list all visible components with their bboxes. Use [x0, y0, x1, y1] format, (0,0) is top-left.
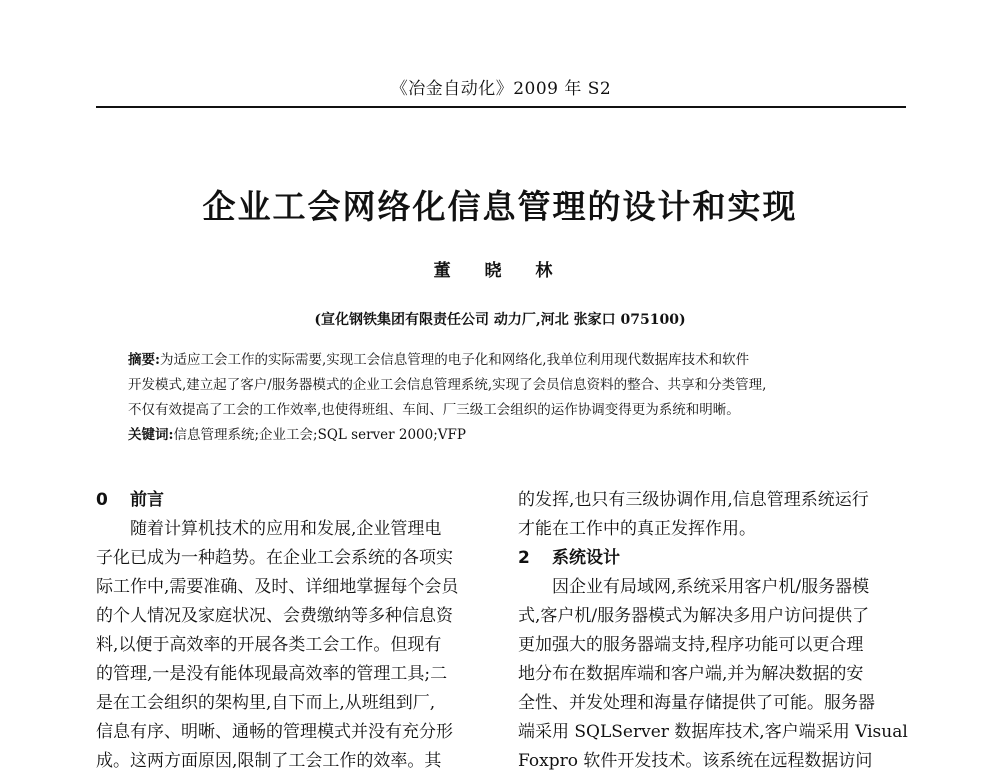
- abstract-line: 不仅有效提高了工会的工作效率,也使得班组、车间、厂三级工会组织的运作协调变得更为系统和明晰。: [128, 402, 740, 418]
- paper-title: 企业工会网络化信息管理的设计和实现: [202, 187, 798, 226]
- section-heading: [518, 544, 910, 573]
- section-number: 0: [96, 490, 108, 510]
- body-line: 子化已成为一种趋势。在企业工会系统的各项实: [96, 548, 453, 568]
- body-line: 际工作中,需要准确、及时、详细地掌握每个会员: [96, 577, 459, 597]
- affiliation: (宣化钢铁集团有限责任公司 动力厂,河北 张家口 075100): [314, 312, 686, 328]
- left-column: [96, 486, 488, 776]
- section-heading: [96, 486, 488, 515]
- keywords-line: [128, 423, 888, 448]
- abstract-line: 开发模式,建立起了客户/服务器模式的企业工会信息管理系统,实现了会员信息资料的整合、共享和分类管理,: [128, 377, 767, 393]
- body-line: 的管理,一是没有能体现最高效率的管理工具;二: [96, 664, 448, 684]
- section-number: 2: [518, 548, 530, 568]
- keywords-label: 关键词:: [128, 427, 174, 443]
- keywords-text: 信息管理系统;企业工会;SQL server 2000;VFP: [173, 427, 466, 443]
- body-line: 全性、并发处理和海量存储提供了可能。服务器: [518, 693, 875, 713]
- body-line: 的个人情况及家庭状况、会费缴纳等多种信息资: [96, 606, 453, 626]
- abstract-block: [128, 348, 888, 448]
- body-line: 端采用 SQLServer 数据库技术,客户端采用 Visual: [518, 722, 908, 742]
- body-line: Foxpro 软件开发技术。该系统在远程数据访问: [518, 751, 873, 771]
- abstract-text: 为适应工会工作的实际需要,实现工会信息管理的电子化和网络化,我单位利用现代数据库技术和软件: [159, 352, 750, 368]
- body-line: 才能在工作中的真正发挥作用。: [518, 519, 756, 539]
- section-title: 系统设计: [552, 548, 620, 568]
- body-line: 地分布在数据库端和客户端,并为解决数据的安: [518, 664, 864, 684]
- journal-header: 《冶金自动化》2009 年 S2: [390, 79, 612, 99]
- body-line: 信息有序、明晰、通畅的管理模式并没有充分形: [96, 722, 453, 742]
- abstract-label: 摘要:: [128, 352, 160, 368]
- body-line: 是在工会组织的架构里,自下而上,从班组到厂,: [96, 693, 436, 713]
- body-line: 的发挥,也只有三级协调作用,信息管理系统运行: [518, 490, 869, 510]
- right-column: [518, 486, 910, 776]
- author: 董 晓 林: [433, 261, 567, 281]
- body-line: 因企业有局域网,系统采用客户机/服务器模: [552, 577, 870, 597]
- body-line: 随着计算机技术的应用和发展,企业管理电: [130, 519, 442, 539]
- header-rule: [96, 106, 906, 108]
- body-line: 式,客户机/服务器模式为解决多用户访问提供了: [518, 606, 870, 626]
- body-line: 成。这两方面原因,限制了工会工作的效率。其: [96, 751, 442, 771]
- body-line: 更加强大的服务器端支持,程序功能可以更合理: [518, 635, 864, 655]
- body-line: 料,以便于高效率的开展各类工会工作。但现有: [96, 635, 442, 655]
- section-title: 前言: [130, 490, 164, 510]
- abstract-line: [128, 348, 888, 373]
